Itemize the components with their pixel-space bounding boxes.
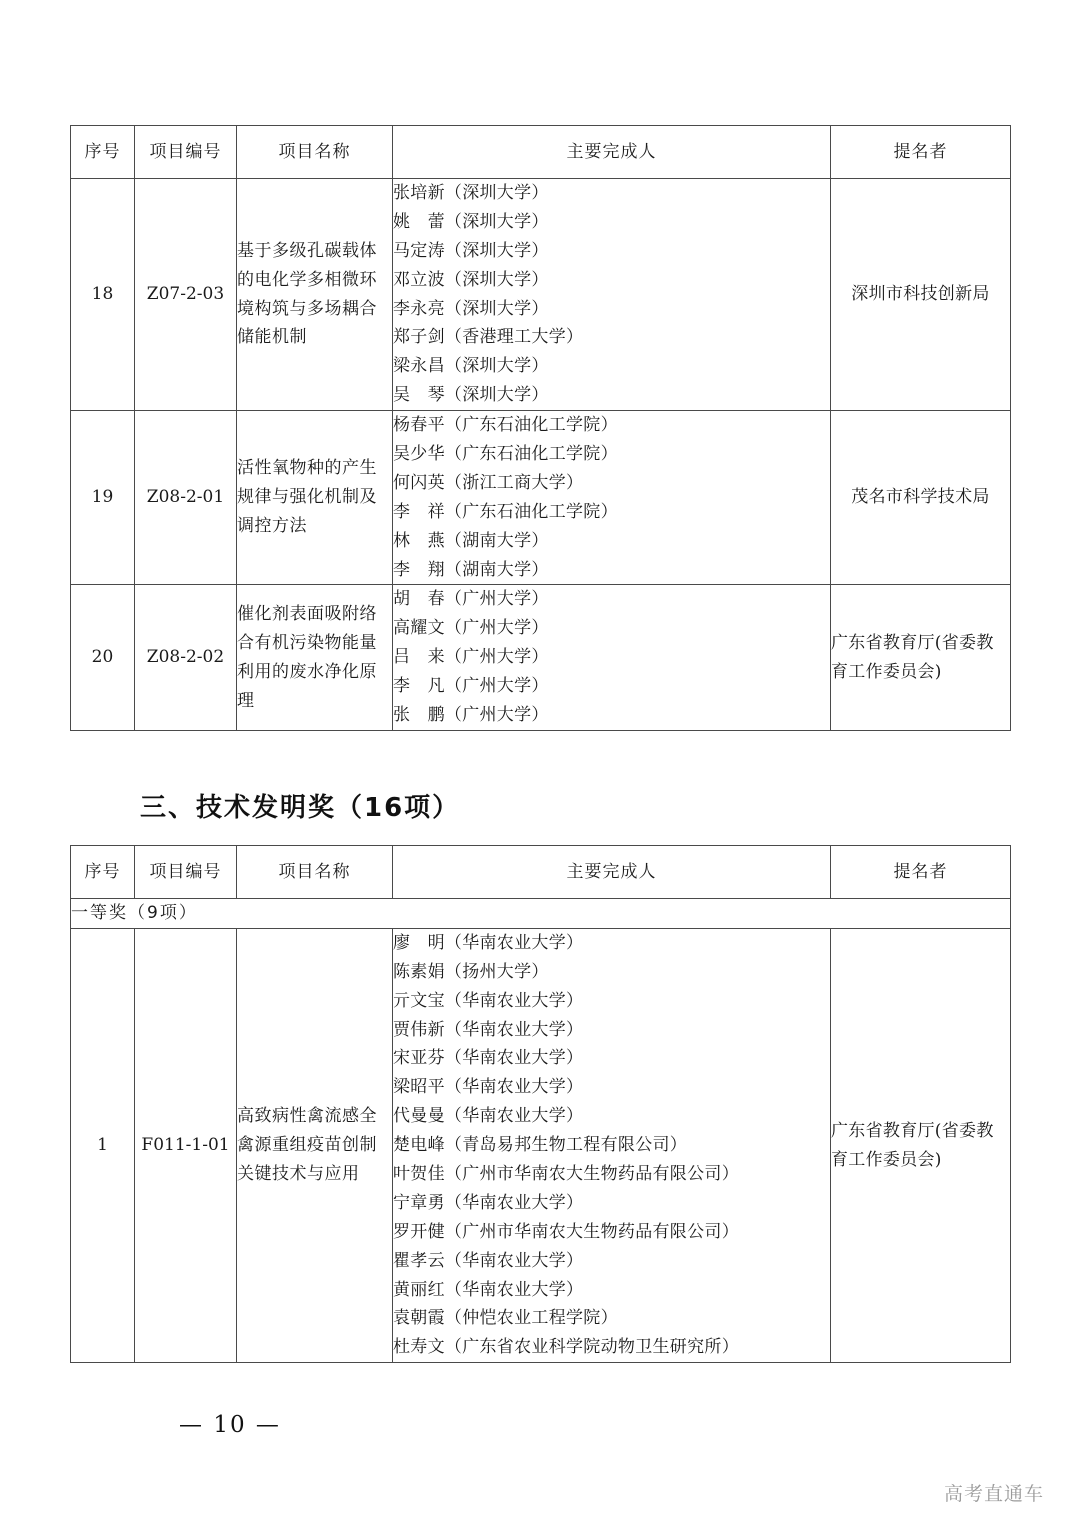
column-header-code: 项目编号 <box>135 846 237 899</box>
person-entry: 吴少华（广东石油化工学院） <box>393 444 618 465</box>
person-entry: 黄丽红（华南农业大学） <box>393 1279 584 1300</box>
table-row <box>71 179 1011 411</box>
table-two-container <box>70 845 1010 1363</box>
row-code: Z08-2-01 <box>135 411 237 585</box>
column-header-title: 项目名称 <box>237 846 393 899</box>
column-header-proposer: 提名者 <box>831 846 1011 899</box>
row-people <box>393 928 831 1362</box>
person-entry: 李 祥（广东石油化工学院） <box>393 501 618 522</box>
person-entry: 李 凡（广州大学） <box>393 676 549 697</box>
column-header-seq: 序号 <box>71 126 135 179</box>
person-entry: 代曼曼（华南农业大学） <box>393 1106 584 1127</box>
person-entry: 梁永昌（深圳大学） <box>393 356 549 377</box>
table-two-header <box>71 846 1011 899</box>
person-entry: 瞿孝云（华南农业大学） <box>393 1250 584 1271</box>
row-code: Z08-2-02 <box>135 585 237 730</box>
row-proposer: 茂名市科学技术局 <box>831 411 1011 585</box>
row-title: 高致病性禽流感全禽源重组疫苗创制关键技术与应用 <box>237 928 393 1362</box>
person-entry: 何闪英（浙江工商大学） <box>393 472 584 493</box>
grade-label: 一等奖（9项） <box>71 899 1011 929</box>
row-proposer: 深圳市科技创新局 <box>831 179 1011 411</box>
row-proposer: 广东省教育厅(省委教育工作委员会) <box>831 585 1011 730</box>
column-header-proposer: 提名者 <box>831 126 1011 179</box>
person-entry: 高耀文（广州大学） <box>393 618 549 639</box>
column-header-people: 主要完成人 <box>393 126 831 179</box>
table-row <box>71 585 1011 730</box>
person-entry: 李永亮（深圳大学） <box>393 298 549 319</box>
person-entry: 宋亚芬（华南农业大学） <box>393 1048 584 1069</box>
row-people <box>393 411 831 585</box>
person-entry: 马定涛（深圳大学） <box>393 240 549 261</box>
person-entry: 罗开健（广州市华南农大生物药品有限公司） <box>393 1221 739 1242</box>
table-header-row <box>71 846 1011 899</box>
table-one-container <box>70 125 1010 731</box>
person-entry: 杜寿文（广东省农业科学院动物卫生研究所） <box>393 1337 739 1358</box>
row-seq: 20 <box>71 585 135 730</box>
table-header-row <box>71 126 1011 179</box>
column-header-seq: 序号 <box>71 846 135 899</box>
row-code: F011-1-01 <box>135 928 237 1362</box>
table-row <box>71 411 1011 585</box>
person-entry: 亓文宝（华南农业大学） <box>393 990 584 1011</box>
table-one-header <box>71 126 1011 179</box>
grade-section-row <box>71 899 1011 929</box>
person-entry: 姚 蕾（深圳大学） <box>393 211 549 232</box>
row-people <box>393 179 831 411</box>
row-seq: 19 <box>71 411 135 585</box>
column-header-code: 项目编号 <box>135 126 237 179</box>
row-title: 活性氧物种的产生规律与强化机制及调控方法 <box>237 411 393 585</box>
person-entry: 贾伟新（华南农业大学） <box>393 1019 584 1040</box>
section-heading: 三、技术发明奖（16项） <box>140 793 461 823</box>
table-one-body <box>71 179 1011 731</box>
person-entry: 李 翔（湖南大学） <box>393 559 549 580</box>
person-entry: 吕 来（广州大学） <box>393 647 549 668</box>
row-title: 基于多级孔碳载体的电化学多相微环境构筑与多场耦合储能机制 <box>237 179 393 411</box>
row-people <box>393 585 831 730</box>
person-entry: 楚电峰（青岛易邦生物工程有限公司） <box>393 1135 688 1156</box>
page-number: — 10 — <box>179 1412 281 1438</box>
person-entry: 宁章勇（华南农业大学） <box>393 1192 584 1213</box>
person-entry: 张 鹏（广州大学） <box>393 705 549 726</box>
person-entry: 郑子剑（香港理工大学） <box>393 327 584 348</box>
person-entry: 叶贺佳（广州市华南农大生物药品有限公司） <box>393 1164 739 1185</box>
person-entry: 林 燕（湖南大学） <box>393 530 549 551</box>
person-entry: 袁朝霞（仲恺农业工程学院） <box>393 1308 618 1329</box>
row-code: Z07-2-03 <box>135 179 237 411</box>
awards-table-two <box>70 845 1011 1363</box>
person-entry: 梁昭平（华南农业大学） <box>393 1077 584 1098</box>
row-title: 催化剂表面吸附络合有机污染物能量利用的废水净化原理 <box>237 585 393 730</box>
row-seq: 18 <box>71 179 135 411</box>
person-entry: 胡 春（广州大学） <box>393 589 549 610</box>
person-entry: 陈素娟（扬州大学） <box>393 961 549 982</box>
row-seq: 1 <box>71 928 135 1362</box>
column-header-title: 项目名称 <box>237 126 393 179</box>
person-entry: 廖 明（华南农业大学） <box>393 932 584 953</box>
person-entry: 杨春平（广东石油化工学院） <box>393 415 618 436</box>
row-proposer: 广东省教育厅(省委教育工作委员会) <box>831 928 1011 1362</box>
person-entry: 邓立波（深圳大学） <box>393 269 549 290</box>
column-header-people: 主要完成人 <box>393 846 831 899</box>
person-entry: 吴 琴（深圳大学） <box>393 385 549 406</box>
table-row <box>71 928 1011 1362</box>
person-entry: 张培新（深圳大学） <box>393 183 549 203</box>
watermark: 高考直通车 <box>943 1483 1044 1505</box>
table-two-body <box>71 899 1011 1363</box>
awards-table-one <box>70 125 1011 731</box>
